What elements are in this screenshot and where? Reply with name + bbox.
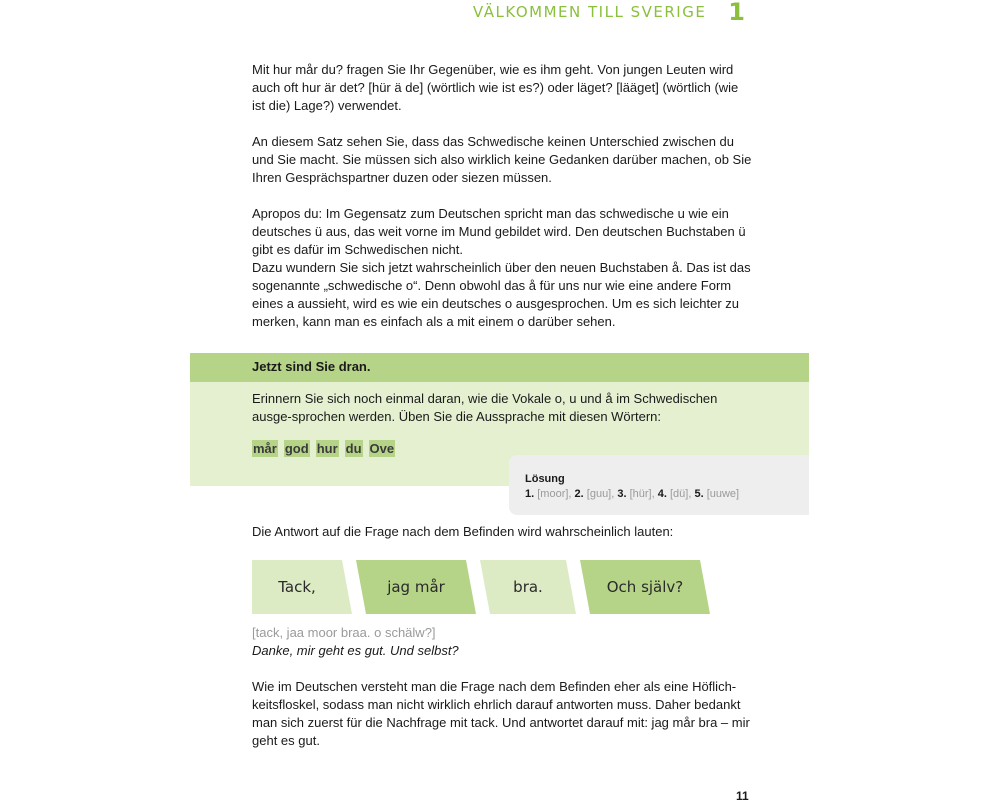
paragraph-hur-mar-du: Mit hur mår du? fragen Sie Ihr Gegenüber, wie es ihm geht. Von jungen Leuten wird auch oft hur är det? [hür ä de] (wörtlich wie ist es?) oder läget? [lääget] (wörtlich (wie ist die) Lage?) verwendet. <box>252 62 739 113</box>
chapter-number: 1 <box>728 0 745 26</box>
practice-word: Ove <box>369 441 395 456</box>
paragraph-buchstabe-a: Dazu wundern Sie sich jetzt wahrscheinlich über den neuen Buchstaben å. Das ist das sogenannte „schwedische o“. Denn obwohl das å für uns nur wie eine andere Form eines a aussieht, wird es wie ein deutsches o ausgesprochen. Um es sich leichter zu merken, kann man es einfach als a mit einem o darüber sehen. <box>252 260 751 329</box>
practice-words <box>252 440 395 457</box>
paragraph-apropos-du: Apropos du: Im Gegensatz zum Deutschen spricht man das schwedische u wie ein deutsches ü aus, das weit vorne im Mund gebildet wird. Den deutschen Buchstaben ü gibt es dafür im Schwedischen nicht. <box>252 206 746 257</box>
solution-number: 4. <box>657 488 667 500</box>
solution-pronunciation: [moor], <box>534 488 575 500</box>
paragraph-du-sie: An diesem Satz sehen Sie, dass das Schwedische keinen Unterschied zwischen du und Sie macht. Sie müssen sich also wirklich keine Gedanken darüber machen, ob Sie Ihren Gesprächspartner duzen oder siezen müssen. <box>252 134 752 185</box>
phrase-card-label: bra. <box>513 578 543 596</box>
practice-word: god <box>284 441 309 456</box>
phrase-block <box>252 624 752 750</box>
chapter-title: VÄLKOMMEN TILL SVERIGE <box>472 3 707 21</box>
solution-label: Lösung <box>525 473 565 485</box>
practice-word: hur <box>316 441 338 456</box>
practice-word: mår <box>253 441 277 456</box>
solution-box <box>509 455 809 515</box>
intro-text <box>252 61 752 331</box>
exercise-heading-bar <box>190 353 809 382</box>
answer-intro-text: Die Antwort auf die Frage nach dem Befinden wird wahrscheinlich lauten: <box>252 524 674 539</box>
solution-pronunciation: [guu], <box>583 488 618 500</box>
phrase-card-label: Tack, <box>278 578 316 596</box>
page-number: 11 <box>736 789 749 803</box>
practice-word: du <box>345 441 362 456</box>
solution-number: 2. <box>574 488 584 500</box>
phrase-translation: Danke, mir geht es gut. Und selbst? <box>252 643 459 658</box>
exercise-instruction: Erinnern Sie sich noch einmal daran, wie die Vokale o, u und å im Schwedischen ausge-sprochen werden. Üben Sie die Aussprache mit diesen Wörtern: <box>252 391 718 424</box>
answer-intro <box>252 523 752 541</box>
solution-number: 1. <box>525 488 535 500</box>
closing-paragraph: Wie im Deutschen versteht man die Frage nach dem Befinden eher als eine Höflich-keitsfloskel, sodass man nicht wirklich ehrlich darauf antworten muss. Daher bedankt man sich zuerst für die Nachfrage mit tack. Und antwortet darauf mit: jag mår bra – mir geht es gut. <box>252 679 750 748</box>
solution-pronunciation: [hür], <box>626 488 658 500</box>
chapter-header <box>473 0 745 24</box>
solution-number: 3. <box>617 488 627 500</box>
phrase-cards <box>252 560 684 614</box>
phrase-card-label: Och själv? <box>606 578 684 596</box>
solution-pronunciation: [uuwe] <box>703 488 740 500</box>
solution-answers <box>525 488 739 500</box>
phrase-pronunciation: [tack, jaa moor braa. o schälw?] <box>252 625 436 640</box>
solution-pronunciation: [dü], <box>666 488 695 500</box>
exercise-heading: Jetzt sind Sie dran. <box>252 359 371 374</box>
phrase-card-label: jag mår <box>387 578 445 596</box>
solution-number: 5. <box>694 488 704 500</box>
